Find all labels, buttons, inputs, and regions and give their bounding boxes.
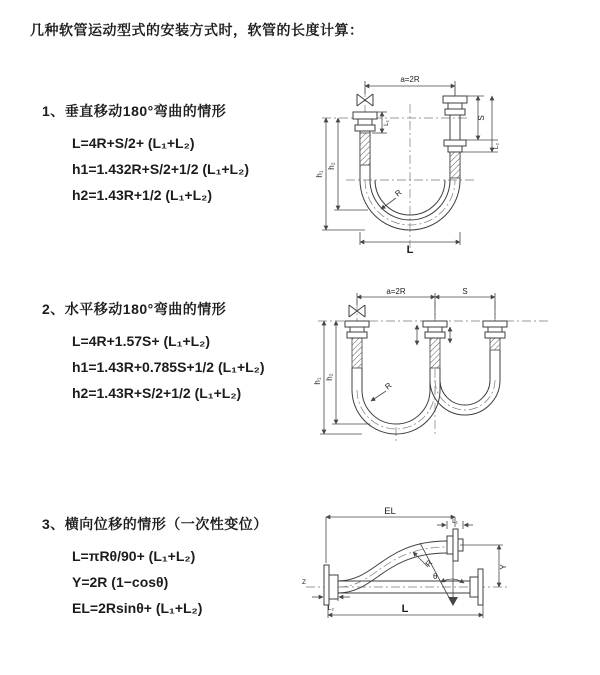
left-flange	[324, 565, 338, 605]
dim-label-r: R	[393, 187, 404, 199]
dim-label-a2r: a=2R	[386, 287, 406, 296]
dim-label-l: L	[401, 603, 409, 615]
section-2	[42, 299, 265, 406]
dim-label-r: R	[423, 558, 435, 569]
fittings	[345, 321, 507, 338]
diagram-vertical-180-bend	[310, 70, 590, 255]
braid-section	[490, 338, 500, 350]
left-fitting	[353, 112, 377, 131]
section-1	[42, 101, 249, 208]
section-2-formula-L: L=4R+1.57S+ (L₁+L₂)	[72, 333, 211, 349]
hose-u-bend-moved	[430, 350, 500, 415]
section-1-heading: 1、垂直移动180°弯曲的情形	[42, 103, 227, 119]
section-2-formula-h1: h1=1.43R+0.785S+1/2 (L₁+L₂)	[72, 359, 265, 375]
dimensions	[313, 287, 495, 434]
braid-section	[430, 338, 440, 368]
section-3-formula-EL: EL=2Rsinθ+ (L₁+L₂)	[72, 600, 203, 616]
section-2-heading: 2、水平移动180°弯曲的情形	[42, 301, 227, 317]
section-1-formula-L: L=4R+S/2+ (L₁+L₂)	[72, 135, 195, 151]
dim-label-l1: L₁	[383, 120, 390, 126]
section-2-formula-h2: h2=1.43R+S/2+1/2 (L₁+L₂)	[72, 385, 242, 401]
dim-label-s: S	[462, 287, 468, 296]
dim-label-h2: h₂	[325, 373, 334, 381]
braid-section	[360, 133, 370, 165]
dim-label-l1: L₁	[452, 518, 458, 525]
section-3-formula-Y: Y=2R (1−cosθ)	[72, 574, 169, 590]
dim-label-y: Y	[499, 564, 508, 570]
right-flange	[470, 569, 483, 605]
right-fitting	[443, 96, 467, 152]
diagram-horizontal-180-bend	[310, 285, 590, 460]
section-3	[42, 514, 268, 621]
dim-label-h1: h₁	[313, 377, 322, 385]
section-3-formula-L: L=πRθ/90+ (L₁+L₂)	[72, 548, 196, 564]
dim-label-z: Z	[302, 579, 306, 586]
dim-label-h2: h₂	[327, 162, 336, 170]
dim-label-theta: θ	[433, 572, 438, 581]
dimensions	[315, 75, 500, 255]
dim-label-l2: L₂	[493, 142, 500, 150]
dim-label-a2r: a=2R	[400, 75, 420, 84]
braid-section	[352, 338, 362, 368]
section-3-heading: 3、横向位移的情形（一次性变位）	[42, 516, 268, 532]
braid-section	[450, 152, 460, 178]
dim-label-l2: L₂	[327, 605, 335, 612]
dim-label-r: R	[383, 380, 394, 392]
braid-sections	[352, 338, 500, 368]
page-title: 几种软管运动型式的安装方式时，软管的长度计算：	[30, 22, 364, 38]
section-1-formula-h2: h2=1.43R+1/2 (L₁+L₂)	[72, 187, 213, 203]
dim-label-h1: h₁	[315, 170, 324, 178]
dim-label-l: L	[406, 244, 414, 255]
dim-label-s: S	[477, 115, 486, 121]
dim-label-el: EL	[384, 506, 396, 517]
diagram-lateral-displacement	[300, 503, 600, 648]
section-1-formula-h1: h1=1.432R+S/2+1/2 (L₁+L₂)	[72, 161, 249, 177]
